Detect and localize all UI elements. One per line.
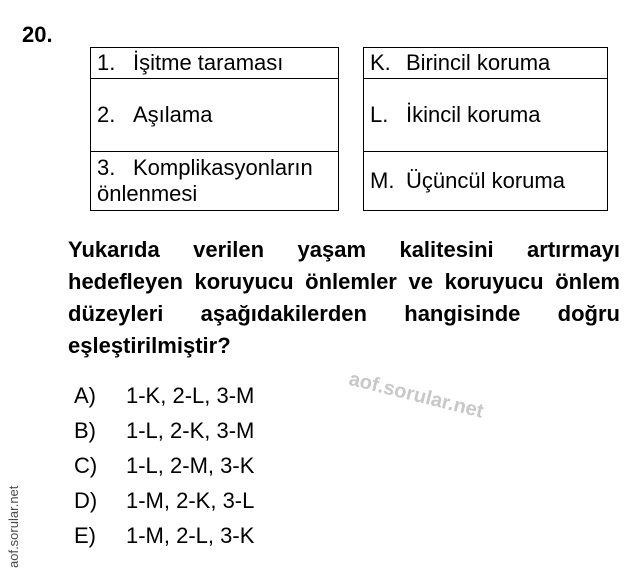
level-l: [364, 79, 608, 152]
option-letter: E): [74, 522, 96, 548]
item-1: [91, 48, 339, 79]
item-text: İşitme taraması: [133, 50, 284, 75]
item-3: [91, 152, 339, 211]
option-letter: D): [74, 487, 98, 513]
level-letter: M.: [370, 168, 395, 193]
option-text: 1-M, 2-K, 3-L: [126, 487, 255, 513]
level-m: [364, 152, 608, 211]
option-d[interactable]: [74, 483, 254, 518]
item-text: Aşılama: [133, 102, 213, 127]
question-number: 20.: [22, 22, 53, 47]
item-number: 1.: [97, 50, 116, 75]
item-text-line1: Komplikasyonların: [133, 155, 313, 180]
question-text: Yukarıda verilen yaşam kalitesini artırmayı hedefleyen koruyucu önlemler ve koruyucu önlem düzeyleri aşağıdakilerden hangisinde doğru eşleştirilmiştir?: [68, 237, 620, 358]
watermark: aof.sorular.net: [346, 368, 486, 423]
side-watermark: aof.sorular.net: [6, 485, 21, 568]
option-letter: C): [74, 452, 98, 478]
item-text-line2: önlenmesi: [97, 181, 198, 206]
option-e[interactable]: [74, 518, 254, 553]
option-letter: A): [74, 382, 96, 408]
items-table: [90, 47, 339, 211]
item-number: 2.: [97, 102, 116, 127]
level-letter: K.: [370, 50, 391, 75]
level-text: İkincil koruma: [406, 102, 541, 127]
levels-table: [363, 47, 608, 211]
option-text: 1-L, 2-M, 3-K: [126, 452, 255, 478]
level-k: [364, 48, 608, 79]
level-text: Üçüncül koruma: [406, 168, 565, 193]
item-2: [91, 79, 339, 152]
level-letter: L.: [370, 102, 389, 127]
option-text: 1-M, 2-L, 3-K: [126, 522, 255, 548]
option-text: 1-K, 2-L, 3-M: [126, 382, 255, 408]
option-c[interactable]: [74, 448, 254, 483]
answer-options: [74, 378, 254, 553]
option-letter: B): [74, 417, 96, 443]
option-a[interactable]: [74, 378, 254, 413]
option-text: 1-L, 2-K, 3-M: [126, 417, 255, 443]
item-number: 3.: [97, 155, 116, 180]
option-b[interactable]: [74, 413, 254, 448]
level-text: Birincil koruma: [406, 50, 551, 75]
